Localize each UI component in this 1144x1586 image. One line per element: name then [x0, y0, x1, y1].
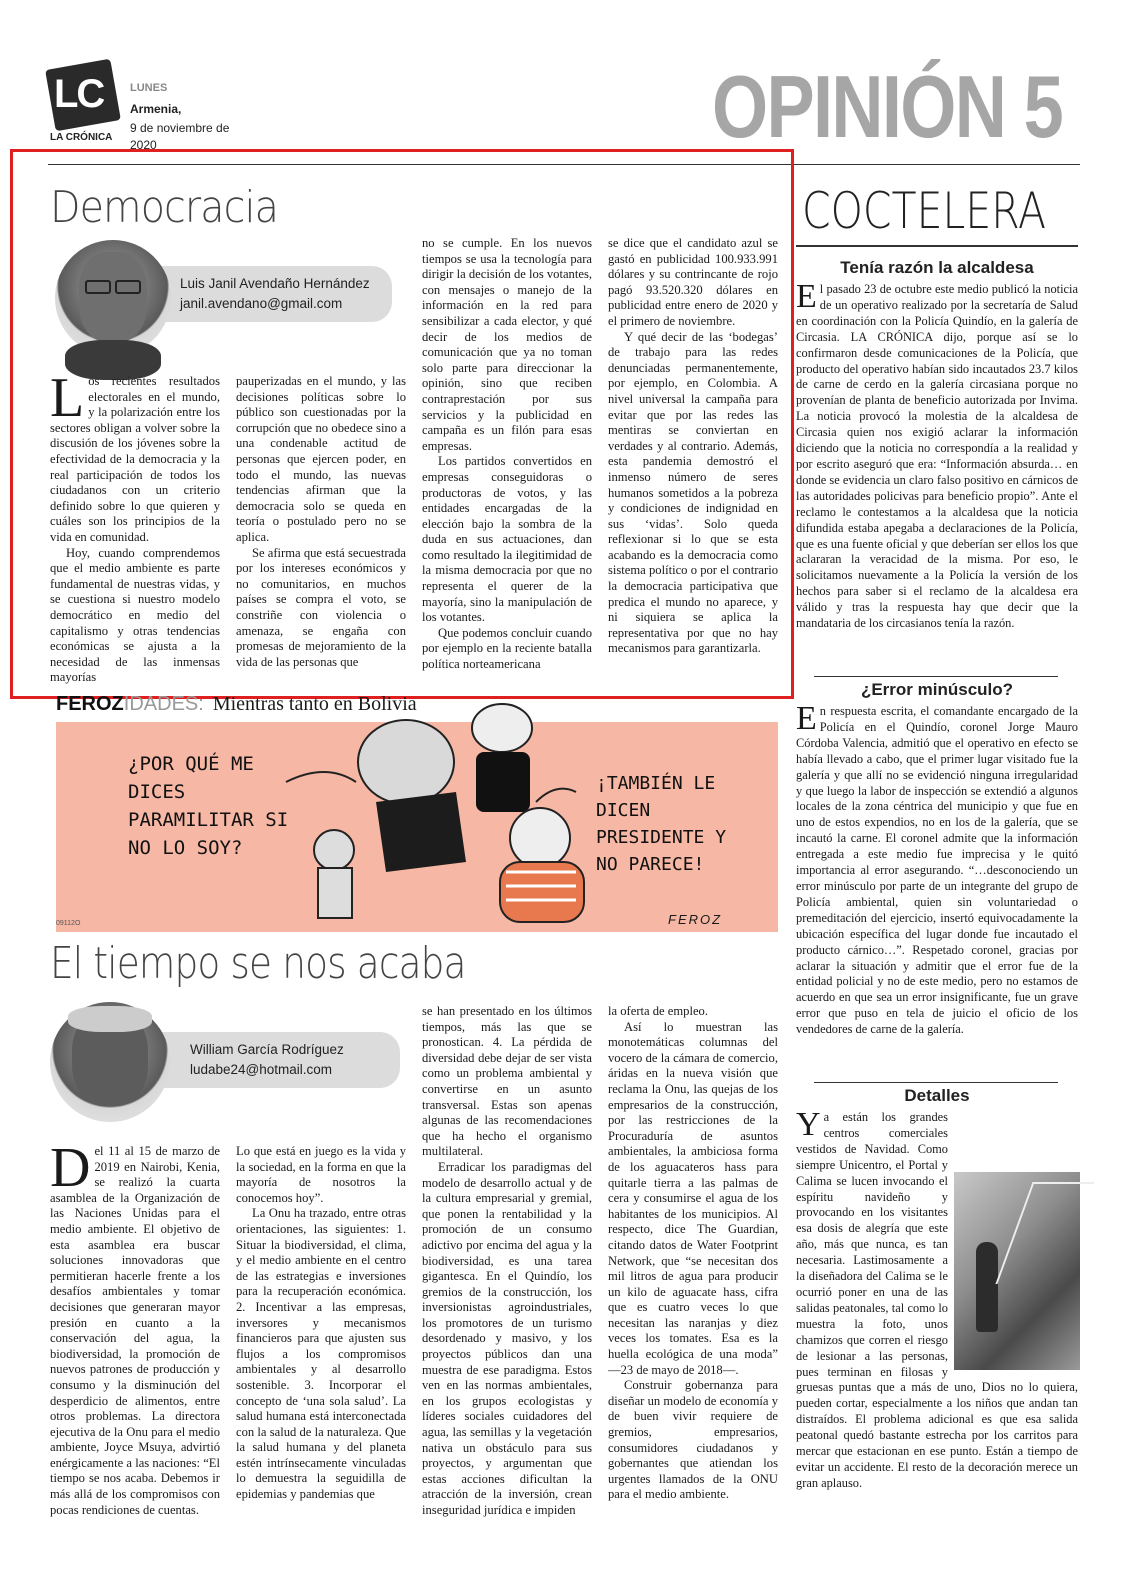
drop-cap: E [796, 278, 817, 315]
article-title-2: El tiempo se nos acaba [50, 938, 466, 989]
cartoon-label-bold: FEROZ [56, 693, 124, 715]
author-email: janil.avendano@gmail.com [180, 296, 343, 311]
author-email: ludabe24@hotmail.com [190, 1062, 333, 1077]
article1-column-4 [608, 236, 778, 657]
paragraph: Construir gobernanza para diseñar un modelo de economía y de buen vivir requiere de gremios, empresarios, consumidores ciudadanos y gobernantes que atiendan los urgentes llamados de la ONU para el medio ambiente. [608, 1378, 778, 1502]
drop-cap: E [796, 700, 817, 737]
cartoon-drawing [56, 722, 778, 932]
cartoon-caption: Mientras tanto en Bolivia [212, 693, 417, 715]
paragraph: no se cumple. En los nuevos tiempos se usa la tecnología para dirigir la decisión de los votantes, con mensajes o manejo de la información en la red para sensibilizar a cada elector, y qué decir de los medios de comunicación que ya no toman solo parte para direccionar la opinión, sino que reciben contraprestación por sus servicios y la publicidad en campaña es un filón para esas empresas. [422, 236, 592, 453]
masthead [48, 57, 1088, 162]
coctelera-item-title: Tenía razón la alcaldesa [840, 258, 1034, 277]
paragraph: pauperizadas en el mundo, y las decisiones políticas sobre lo público son cuestionadas por la corrupción que no obedece sino a una condenable actitud de personas que ejercen poder, en todo el mundo, las nuevas tendencias afirman que la democracia solo se queda en teoría o postulado pero no se aplica. [236, 374, 406, 544]
coctelera-item-text [796, 1106, 1078, 1492]
paragraph: especialmente a los niños que andan tan distraídos. El problema adicional es que esa salida peatonal quedó bastante estrecha por los carritos para mercar que estacionan en ese punto. Están a tiempo de evitar un accidente. El resto de la decoración merece un gran aplauso. [796, 1396, 1078, 1490]
paragraph: Los partidos convertidos en empresas conseguidoras o productoras de votos, y las entidades encargadas de la elección bajo la sombra de la duda en sus actuaciones, dan como resultado la ilegitimidad de la misma democracia por que no representa el querer de la mayoría, sino la manipulación de los votantes. [422, 454, 592, 625]
drop-cap: Y [796, 1106, 821, 1143]
cartoon-heading [56, 693, 417, 716]
byline-2 [160, 1032, 400, 1088]
article-title: Democracia [50, 182, 279, 233]
drop-cap: L [50, 367, 85, 429]
logo-name: LA CRÓNICA [50, 132, 113, 143]
paragraph: Y qué decir de las ‘bodegas’ de trabajo para las redes denunciadas permanentemente, por ejemplo, en Colombia. A nivel universal la campaña para evitar que por las redes las mentiras se conviertan en verdades y al contrario. Además, esta pandemia demostró el inmenso número de seres humanos sometidos a la pobreza y condiciones de indignidad en sus ‘vidas’. Solo queda reflexionar si lo que se esta acabando es la democracia como sistema político o por el contrario la democracia participativa que predica el mundo no aparece, y ni siquiera se aplica la representativa por que no hay mecanismos para garantizarla. [608, 329, 778, 656]
article2-column-4 [608, 1004, 778, 1503]
speech-bubble-right: ¡TAMBIÉN LE DICEN PRESIDENTE Y NO PARECE! [596, 773, 727, 875]
author-name: Luis Janil Avendaño Hernández [180, 276, 370, 291]
paragraph: l pasado 23 de octubre este medio publicó la noticia de un operativo realizado por la secretaría de Salud en coordinación con la Policía Quindío, en la galería de Circasia. LA CRÓNICA dijo, porque así se lo confirmaron desde comunicaciones de la Policía, que producto del operativo habían sido incautados 23.7 kilos de carne de cerdo en la galería circasiana porque no provenían de planta de beneficio autorizada por Invima. La noticia provocó la molestia de la alcaldesa de Circasia quien nos exigió aclarar la información diciendo que la noticia no correspondía a la realidad y por escrito aseguró que era: “Información absurda… en donde se evidencia un claro falso positivo en cárnicos de las autoridades policivas para beneficio propio”. Ante el reclamo le contestamos a la alcaldesa que la noticia difundida estaba apegaba a declaraciones de la Policía, que es una fuente oficial y que deberían ser ellos los que aclararan la veracidad de la misma. Por eso, le solicitamos nuevamente a la Policía la versión de los hechos para saber si el reclamo de la alcaldesa era válido y tras la respuesta hay que decir que la mandataria de los circasianos tenía la razón. [796, 282, 1078, 631]
coctelera-item-text [796, 700, 1078, 1038]
logo-letters: LC [54, 72, 104, 116]
author-photo [55, 240, 171, 356]
article2-column-1 [50, 1137, 220, 1518]
article1-column-2 [236, 374, 406, 670]
edition-day: LUNES [130, 82, 168, 94]
cartoon-signature: FEROZ [668, 912, 723, 927]
logo [48, 62, 118, 146]
speech-bubble-left: ¿POR QUÉ ME DICES PARAMILITAR SI NO LO SOY? [128, 753, 289, 859]
edition-city: Armenia, [130, 102, 182, 116]
article2-column-2 [236, 1144, 406, 1503]
paragraph: Que podemos concluir cuando por ejemplo en la reciente batalla política norteamericana [422, 625, 592, 672]
paragraph: n respuesta escrita, el comandante encargado de la Policía en el Quindío, coronel Jorge Mauro Córdoba Valencia, admitió que el operativo en efecto se había llevado a cabo, que el primer lugar visitado fue la galería y que allí no se evidenció ninguna irregularidad y que luego la labor de inspección se extendió a algunos locales de la zona céntrica del municipio y que fue en uno de estos expendios, no en los de la galería, que se incautó la carne. El coronel admite que la información entregada a este medio fue imprecisa y le quitó importancia al error asegurando. “…desconociendo un error minúsculo por parte de un integrante del grupo de Policía ambiental, quien sin voluntariedad o premeditación del ejercicio, insertó equivocadamente la ubicación específica del lugar donde fue incautado el producto cárnico…”. Respetado coronel, gracias por aclarar la situación y admitir que el error fue de la entidad policial y no de este medio, pero no estamos de acuerdo en que sea un error insignificante, fue un grave error que puso en tela de juicio el oficio de los vendedores de carne de la galería. [796, 704, 1078, 1037]
paragraph: os recientes resultados electorales en el mundo, y la polarización entre los sectores obligan a volver sobre la discusión de los jóvenes sobre la efectividad de la democracia y la real participación de todos los ciudadanos con un criterio definido sobre lo que quieren y cuáles son los principios de la vida en comunidad. [50, 374, 220, 544]
paragraph: Se afirma que está secuestrada por los intereses económicos y no comunitarios, en muchos países se compra el voto, se constriñe con violencia o amenaza, se engaña con promesas de mejoramiento de la vida de las personas que [236, 545, 406, 669]
coctelera-item-text [796, 278, 1078, 632]
paragraph: Lo que está en juego es la vida y la sociedad, en la forma en que la mayoría de nosotros la conocemos hoy”. [236, 1144, 406, 1205]
divider [814, 1082, 1058, 1083]
paragraph: Erradicar los paradigmas del modelo de desarrollo actual y de la cultura empresarial y gremial, que ponen la rentabilidad y la promoción de un consumo adictivo por encima del agua y la biodiversidad, es una tarea gigantesca. En el Quindío, los gremios de la construcción, los inversionistas agroindustriales, los promotores de un turismo desordenado y masivo, y los proyectos públicos dan una muestra de ese paradigma. Estos ven en las normas ambientales, en los grupos ecologistas y líderes sociales cuidadores del agua, las semillas y la vegetación nativa un obstáculo para sus proyectos, y argumentan que estas acciones dificultan la atracción de la inversión, crean inseguridad jurídica e impiden [422, 1159, 592, 1517]
author-name: William García Rodríguez [190, 1042, 344, 1057]
paragraph: el 11 al 15 de marzo de 2019 en Nairobi, Kenia, se realizó la cuarta asamblea de la Organización de las Naciones Unidas para el medio ambiente. El objetivo de esta asamblea era buscar soluciones innovadoras que permitieran hacerle frente a los desafíos ambientales y tomar decisiones que generaran mayor presión en cuanto a la conservación del agua, la biodiversidad, la promoción de nuevos patrones de producción y consumo y la disminución del desperdicio de alimentos, entre otros problemas. La directora ejecutiva de la Onu para el medio ambiente, Joyce Msuya, advirtió enérgicamente a las naciones: “El tiempo se nos acaba. Debemos ir más allá de los compromisos con pocas rendiciones de cuentas. [50, 1144, 220, 1517]
cartoon-code: 09112O [56, 920, 81, 927]
paragraph: la oferta de empleo. [608, 1004, 708, 1018]
paragraph: se dice que el candidato azul se gastó en publicidad 100.933.991 dólares y su contrincante de rojo pagó 93.520.320 dólares en publicidad entre enero de 2020 y el primero de noviembre. [608, 236, 778, 328]
cartoon-label-light: IDADES: [123, 693, 204, 715]
coctelera-item-title: ¿Error minúsculo? [860, 680, 1014, 699]
drop-cap: D [50, 1137, 91, 1199]
coctelera-title: COCTELERA [802, 182, 1047, 240]
paragraph: a están los grandes centros comerciales vestidos de Navidad. Como siempre Unicentro, el Portal y Calima se lucen invocando el espíritu navideño y provocando en los visitantes esa dosis de alegría que este año, más que nunca, es tan necesaria. Lastimosamente a la diseñadora del Calima se le ocurrió poner en una de las salidas peatonales, tal como lo muestra la foto, unos chamizos que corren el riesgo de lesionar a las personas, pues terminan en filosas y gruesas puntas que a más de uno, Dios no lo quiera, pueden cortar, [796, 1110, 1078, 1411]
edition-date: 9 de noviembre de 2020 [130, 121, 230, 152]
cartoon [56, 722, 778, 932]
coctelera-rule [796, 245, 1078, 247]
article2-column-3 [422, 1004, 592, 1519]
byline [150, 266, 392, 322]
paragraph: se han presentado en los últimos tiempos, más las que se pronostican. 4. La pérdida de diversidad debe dejar de ser vista como un problema ambiental y convertirse en un asunto transversal. Estas son apenas algunas de las recomendaciones que ha hecho el organismo multilateral. [422, 1004, 592, 1159]
author-photo-2 [50, 1002, 170, 1122]
section-title: OPINIÓN 5 [712, 57, 1063, 156]
paragraph: Así lo muestran las monotemáticas columnas del vocero de la cámara de comercio, áridas en la nueva visión que reclama la Onu, las quejas de los empresarios de la construcción, por las restricciones de la Procuraduría de asuntos ambientales, la ambiciosa forma de los aguacateros hass para quitarle tierra a las palmas de cera y consumirse el agua de los habitantes de los municipios. Al respecto, dice The Guardian, citando datos de Water Footprint Network, que “se necesitan dos mil litros de agua para producir un kilo de aguacate hass, cifra que es cuatro veces lo que necesitan las naranjas y diez veces los tomates. Esa es la huella ecológica de una moda” —23 de mayo de 2018—. [608, 1019, 778, 1377]
coctelera-item-title: Detalles [904, 1086, 970, 1105]
paragraph: Hoy, cuando comprendemos que el medio ambiente es parte fundamental de nuestras vidas, y se cuestiona si nuestro modelo democrático en medio del capitalismo y otras tendencias económicas se ajusta a la necesidad de las inmensas mayorías [50, 545, 220, 685]
article1-column-1 [50, 367, 220, 686]
paragraph: La Onu ha trazado, entre otras orientaciones, las siguientes: 1. Situar la biodiversidad, el clima, y el medio ambiente en el centro de las estrategias e inversiones para la recuperación económica. 2. Incentivar a las empresas, inversores y mecanismos financieros para que ajusten sus flujos a los compromisos ambientales y al desarrollo sostenible. 3. Incorporar el concepto de ‘una sola salud’. La salud humana está interconectada con la salud de la naturaleza. Que la salud humana y del planeta estén intrínsecamente vinculadas lo demuestra la seguidilla de epidemias y pandemias que [236, 1206, 406, 1502]
article1-column-3 [422, 236, 592, 673]
divider [814, 676, 1058, 677]
